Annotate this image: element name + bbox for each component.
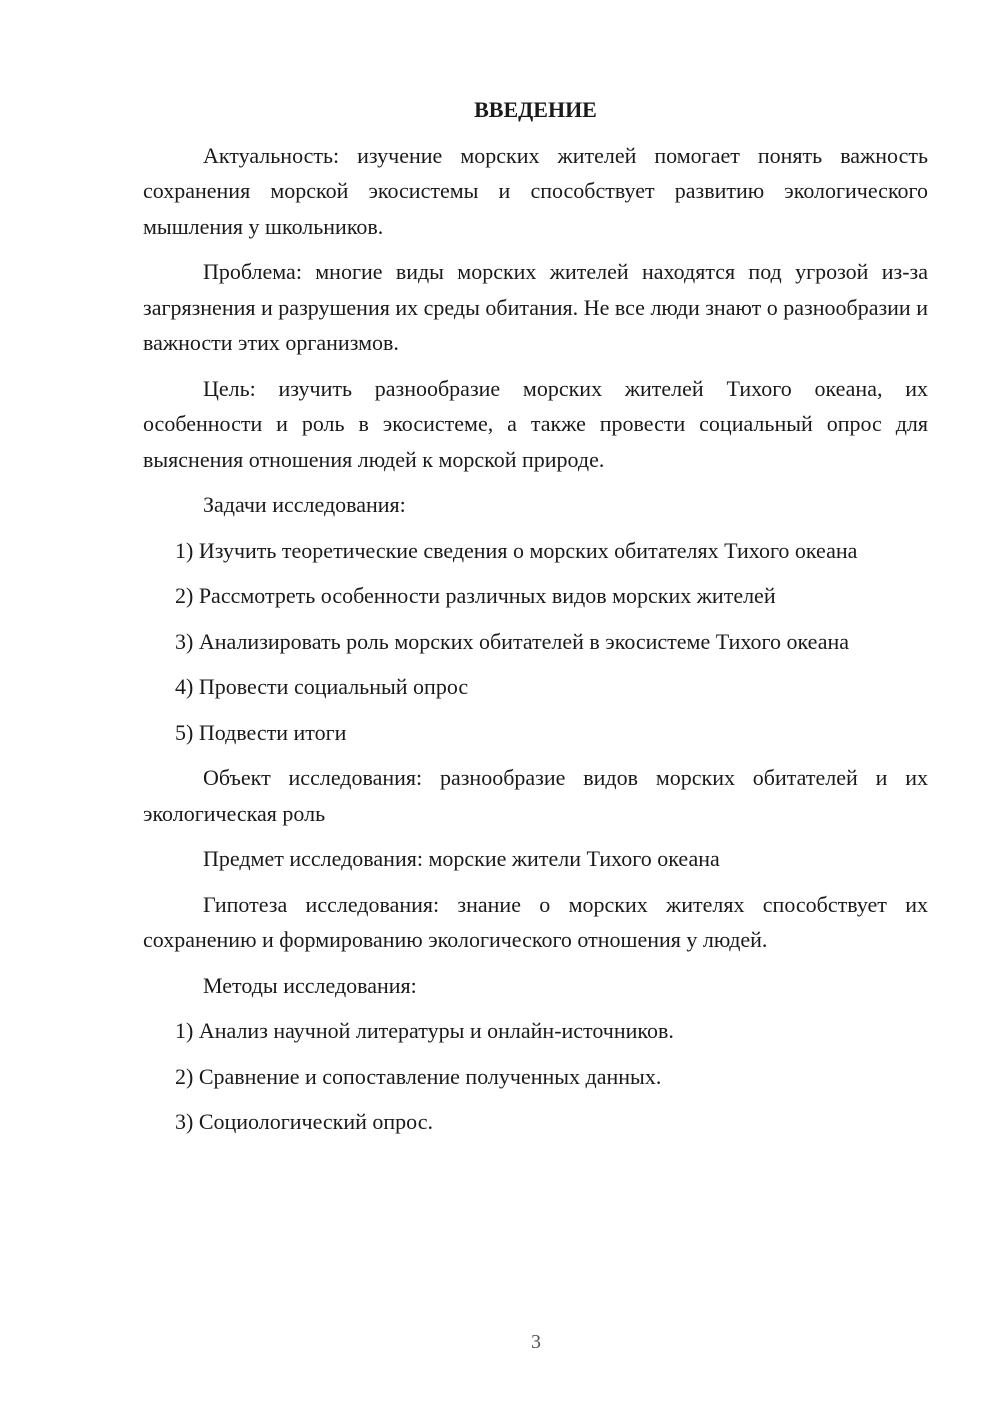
subject-paragraph: Предмет исследования: морские жители Тихого океана xyxy=(203,846,720,871)
task-item: 4) Провести социальный опрос xyxy=(175,674,469,699)
relevance-paragraph: Актуальность: изучение морских жителей помогает понять важность сохранения морской экосистемы и способствует развитию экологического мышления у школьников. xyxy=(143,142,928,239)
method-item: 1) Анализ научной литературы и онлайн-источников. xyxy=(175,1018,674,1043)
goal-paragraph: Цель: изучить разнообразие морских жителей Тихого океана, их особенности и роль в экосистеме, а также провести социальный опрос для выяснения отношения людей к морской природе. xyxy=(143,375,928,472)
problem-paragraph: Проблема: многие виды морских жителей находятся под угрозой из-за загрязнения и разрушения их среды обитания. Не все люди знают о разнообразии и важности этих организмов. xyxy=(143,259,928,355)
document-page xyxy=(143,92,928,1150)
hypothesis-paragraph: Гипотеза исследования: знание о морских жителях способствует их сохранению и формированию экологического отношения у людей. xyxy=(143,891,928,952)
tasks-title: Задачи исследования: xyxy=(203,492,406,517)
method-item: 3) Социологический опрос. xyxy=(175,1109,433,1134)
task-item: 2) Рассмотреть особенности различных видов морских жителей xyxy=(175,583,776,608)
page-number: 3 xyxy=(531,1331,541,1353)
task-item: 3) Анализировать роль морских обитателей в экосистеме Тихого океана xyxy=(175,628,850,654)
task-item: 5) Подвести итоги xyxy=(175,719,347,745)
object-paragraph: Объект исследования: разнообразие видов морских обитателей и их экологическая роль xyxy=(143,765,928,826)
task-item: 1) Изучить теоретические сведения о морских обитателях Тихого океана xyxy=(175,537,858,563)
section-heading: ВВЕДЕНИЕ xyxy=(474,97,597,122)
method-item: 2) Сравнение и сопоставление полученных данных. xyxy=(175,1063,662,1089)
methods-title: Методы исследования: xyxy=(203,972,417,998)
